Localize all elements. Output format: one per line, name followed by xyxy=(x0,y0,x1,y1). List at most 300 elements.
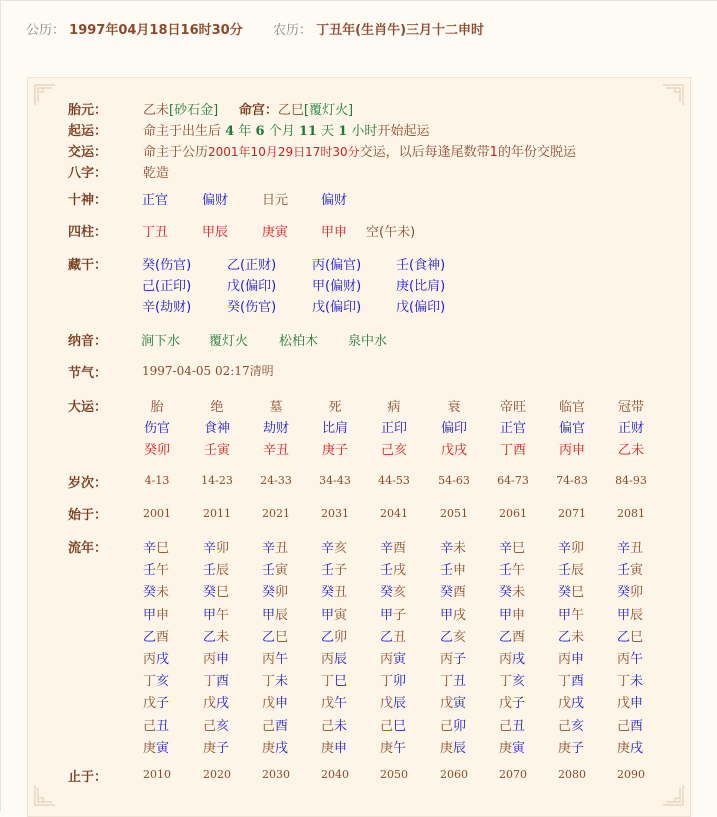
liunian-cell xyxy=(617,670,643,689)
liunian-branch: 申 xyxy=(216,652,230,667)
pillar-month: 甲辰 xyxy=(202,225,229,240)
liunian-cell xyxy=(262,737,288,756)
suici-item: 24-33 xyxy=(260,474,292,487)
corner-ornament-icon xyxy=(662,84,684,106)
taiyuan-label: 胎元： xyxy=(68,103,108,118)
liunian-branch: 巳 xyxy=(334,674,348,690)
canggan-item: 癸(伤官) xyxy=(142,258,192,273)
liunian-stem: 丁 xyxy=(203,674,217,690)
dayun-shishen: 偏印 xyxy=(440,421,467,436)
liunian-stem: 庚 xyxy=(262,740,276,756)
liunian-branch: 午 xyxy=(334,696,348,712)
liunian-branch: 亥 xyxy=(393,585,407,601)
liunian-branch: 巳 xyxy=(393,718,407,734)
liunian-cell xyxy=(499,626,525,645)
liunian-cell xyxy=(143,692,169,711)
liunian-cell xyxy=(203,626,229,645)
liunian-stem: 丙 xyxy=(143,652,157,667)
liunian-stem: 乙 xyxy=(143,629,157,645)
dayun-shishen: 劫财 xyxy=(262,421,289,436)
dayun-ganzhi: 辛丑 xyxy=(262,443,289,458)
liunian-branch: 亥 xyxy=(453,629,467,645)
liunian-branch: 亥 xyxy=(216,718,230,734)
liunian-stem: 辛 xyxy=(262,541,276,556)
liunian-cell xyxy=(440,737,466,756)
liunian-cell xyxy=(440,604,466,623)
canggan-item: 壬(食神) xyxy=(396,258,446,273)
liunian-branch: 寅 xyxy=(156,740,170,756)
liunian-branch: 卯 xyxy=(216,541,230,556)
dayun-changsheng: 死 xyxy=(328,400,342,415)
liunian-cell xyxy=(262,648,288,667)
liunian-cell xyxy=(440,537,466,556)
liunian-cell xyxy=(321,737,347,756)
dayun-changsheng: 绝 xyxy=(210,400,224,415)
liunian-stem: 庚 xyxy=(440,740,454,756)
liunian-branch: 辰 xyxy=(275,607,289,623)
liunian-branch: 戌 xyxy=(216,696,230,712)
suici-item: 74-83 xyxy=(556,474,588,487)
jiaoyun-suffix: 的年份交脱运 xyxy=(497,145,576,160)
liunian-stem: 庚 xyxy=(499,740,513,756)
shiyu-start-year: 2011 xyxy=(203,507,231,520)
shishen-item: 正官 xyxy=(142,193,169,208)
liunian-cell xyxy=(203,648,229,667)
taiyuan-row xyxy=(143,99,353,118)
liunian-stem: 庚 xyxy=(203,740,217,756)
liunian-cell xyxy=(440,670,466,689)
liunian-cell xyxy=(440,559,466,578)
liunian-branch: 戌 xyxy=(571,696,585,712)
liunian-stem: 辛 xyxy=(558,541,572,556)
dayun-ganzhi: 丙申 xyxy=(558,443,585,458)
liunian-stem: 庚 xyxy=(380,740,394,756)
liunian-cell xyxy=(321,626,347,645)
liunian-cell xyxy=(380,670,406,689)
liunian-stem: 辛 xyxy=(203,541,217,556)
liunian-branch: 戌 xyxy=(453,607,467,623)
jiaoyun-prefix: 命主于公历 xyxy=(143,145,209,160)
minggong-nayin: [覆灯火] xyxy=(303,103,354,118)
liunian-branch: 丑 xyxy=(630,541,644,556)
suici-item: 14-23 xyxy=(201,474,233,487)
liunian-stem: 丁 xyxy=(558,674,572,690)
qiyun-days: 11 xyxy=(298,124,317,139)
liunian-cell xyxy=(499,670,525,689)
dayun-changsheng: 墓 xyxy=(269,400,283,415)
shishen-item: 日元 xyxy=(262,193,289,208)
liunian-stem: 戊 xyxy=(203,696,217,712)
liunian-branch: 酉 xyxy=(275,718,289,734)
liunian-branch: 戌 xyxy=(393,563,407,579)
liunian-branch: 酉 xyxy=(512,629,526,645)
suici-item: 64-73 xyxy=(497,474,529,487)
liunian-branch: 子 xyxy=(571,740,585,756)
jieqi-value: 1997-04-05 02:17清明 xyxy=(142,364,274,378)
dayun-shishen: 正印 xyxy=(380,421,407,436)
liunian-cell xyxy=(321,670,347,689)
liunian-stem: 乙 xyxy=(262,629,276,645)
liunian-branch: 申 xyxy=(334,740,348,756)
liunian-branch: 寅 xyxy=(512,740,526,756)
liunian-branch: 卯 xyxy=(571,541,585,556)
qiyun-suffix: 开始起运 xyxy=(377,124,430,139)
dayun-changsheng: 冠带 xyxy=(617,400,644,415)
liunian-stem: 庚 xyxy=(617,740,631,756)
liunian-stem: 庚 xyxy=(321,740,335,756)
zhiyu-end-year: 2070 xyxy=(499,768,527,781)
liunian-stem: 壬 xyxy=(203,563,217,579)
liunian-stem: 辛 xyxy=(499,541,513,556)
jiaoyun-date: 2001年10月29日17时30分 xyxy=(208,145,360,159)
canggan-item: 己(正印) xyxy=(142,279,192,294)
liunian-branch: 寅 xyxy=(630,563,644,579)
dayun-changsheng: 衰 xyxy=(447,400,461,415)
dayun-changsheng: 病 xyxy=(387,400,401,415)
liunian-stem: 戊 xyxy=(499,696,513,712)
date-header xyxy=(26,19,484,38)
liunian-cell xyxy=(203,670,229,689)
dayun-ganzhi: 己亥 xyxy=(380,443,407,458)
liunian-cell xyxy=(440,581,466,600)
liunian-stem: 壬 xyxy=(143,563,157,579)
qiyun-text xyxy=(143,120,429,139)
pillar-day: 庚寅 xyxy=(262,225,289,240)
liunian-cell xyxy=(440,715,466,734)
liunian-label: 流年： xyxy=(68,541,108,556)
canggan-item: 戊(偏印) xyxy=(312,300,362,315)
liunian-cell xyxy=(321,692,347,711)
liunian-cell xyxy=(499,604,525,623)
liunian-stem: 辛 xyxy=(143,541,157,556)
liunian-stem: 乙 xyxy=(558,629,572,645)
qiyun-hours-unit: 小时 xyxy=(351,124,378,139)
taiyuan-nayin: [砂石金] xyxy=(169,103,219,118)
qiyun-days-unit: 天 xyxy=(321,124,335,139)
liunian-stem: 壬 xyxy=(558,563,572,579)
liunian-branch: 酉 xyxy=(393,541,407,556)
minggong-label: 命宫： xyxy=(238,103,278,118)
nayin-item: 泉中水 xyxy=(348,334,388,349)
liunian-branch: 寅 xyxy=(334,607,348,623)
qiyun-years: 4 xyxy=(225,124,235,139)
canggan-item: 戊(偏印) xyxy=(396,300,446,315)
nayin-item: 松柏木 xyxy=(279,334,319,349)
liunian-cell xyxy=(617,648,643,667)
liunian-cell xyxy=(558,715,584,734)
liunian-branch: 未 xyxy=(571,629,585,645)
liunian-branch: 酉 xyxy=(156,629,170,645)
canggan-item: 甲(偏财) xyxy=(312,279,362,294)
liunian-stem: 丁 xyxy=(617,674,631,690)
liunian-cell xyxy=(321,559,347,578)
liunian-stem: 壬 xyxy=(440,563,454,579)
liunian-cell xyxy=(558,737,584,756)
liunian-stem: 己 xyxy=(440,718,454,734)
liunian-cell xyxy=(143,626,169,645)
shiyu-start-year: 2001 xyxy=(143,507,171,520)
liunian-stem: 丙 xyxy=(380,652,394,667)
liunian-cell xyxy=(203,581,229,600)
liunian-cell xyxy=(380,581,406,600)
liunian-stem: 癸 xyxy=(499,585,513,601)
sizhu-label: 四柱： xyxy=(68,225,108,240)
liunian-branch: 辰 xyxy=(216,563,230,579)
liunian-branch: 未 xyxy=(156,585,170,601)
dayun-changsheng: 胎 xyxy=(150,400,164,415)
jiaoyun-text xyxy=(143,141,576,160)
liunian-cell xyxy=(499,581,525,600)
liunian-cell xyxy=(321,581,347,600)
qiyun-label: 起运： xyxy=(68,124,108,139)
dayun-ganzhi: 丁酉 xyxy=(499,443,526,458)
liunian-stem: 癸 xyxy=(203,585,217,601)
liunian-stem: 戊 xyxy=(558,696,572,712)
liunian-cell xyxy=(262,559,288,578)
liunian-stem: 己 xyxy=(321,718,335,734)
liunian-branch: 午 xyxy=(216,607,230,623)
liunian-branch: 丑 xyxy=(512,718,526,734)
bazi-label: 八字： xyxy=(68,166,108,181)
bazi-panel xyxy=(27,77,691,817)
liunian-cell xyxy=(321,537,347,556)
liunian-stem: 丙 xyxy=(499,652,513,667)
bazi-value: 乾造 xyxy=(143,166,170,181)
canggan-item: 庚(比肩) xyxy=(396,279,446,294)
zhiyu-end-year: 2040 xyxy=(321,768,349,781)
liunian-cell xyxy=(262,626,288,645)
liunian-stem: 戊 xyxy=(380,696,394,712)
liunian-branch: 酉 xyxy=(453,585,467,601)
liunian-branch: 申 xyxy=(453,563,467,579)
canggan-item: 丙(偏官) xyxy=(312,258,362,273)
liunian-branch: 酉 xyxy=(216,674,230,690)
liunian-cell xyxy=(321,604,347,623)
dayun-ganzhi: 癸卯 xyxy=(143,443,170,458)
liunian-stem: 癸 xyxy=(321,585,335,601)
liunian-stem: 己 xyxy=(143,718,157,734)
liunian-branch: 午 xyxy=(512,563,526,579)
liunian-stem: 壬 xyxy=(380,563,394,579)
liunian-cell xyxy=(203,537,229,556)
jiaoyun-mid: 交运，以后每逢尾数带 xyxy=(359,145,490,160)
zhiyu-end-year: 2010 xyxy=(143,768,171,781)
shiyu-start-year: 2071 xyxy=(558,507,586,520)
liunian-stem: 甲 xyxy=(440,607,454,623)
dayun-label: 大运： xyxy=(68,400,108,415)
liunian-cell xyxy=(380,737,406,756)
liunian-cell xyxy=(380,626,406,645)
liunian-cell xyxy=(558,670,584,689)
liunian-branch: 卯 xyxy=(334,629,348,645)
zhiyu-end-year: 2050 xyxy=(380,768,408,781)
suici-item: 44-53 xyxy=(378,474,410,487)
liunian-stem: 戊 xyxy=(143,696,157,712)
liunian-stem: 丙 xyxy=(203,652,217,667)
liunian-branch: 辰 xyxy=(393,696,407,712)
liunian-cell xyxy=(380,648,406,667)
liunian-branch: 卯 xyxy=(393,674,407,690)
liunian-cell xyxy=(440,692,466,711)
dayun-ganzhi: 乙未 xyxy=(617,443,644,458)
shiyu-start-year: 2021 xyxy=(262,507,290,520)
liunian-cell xyxy=(380,715,406,734)
shiyu-start-year: 2081 xyxy=(617,507,645,520)
liunian-branch: 卯 xyxy=(275,585,289,601)
pillar-hour: 甲申 xyxy=(321,225,348,240)
liunian-stem: 丁 xyxy=(499,674,513,690)
zhiyu-end-year: 2080 xyxy=(558,768,586,781)
liunian-branch: 巳 xyxy=(275,629,289,645)
liunian-cell xyxy=(617,537,643,556)
liunian-stem: 戊 xyxy=(321,696,335,712)
liunian-cell xyxy=(380,692,406,711)
liunian-branch: 寅 xyxy=(393,652,407,667)
liunian-branch: 酉 xyxy=(630,718,644,734)
liunian-cell xyxy=(143,648,169,667)
liunian-stem: 乙 xyxy=(499,629,513,645)
liunian-branch: 丑 xyxy=(393,629,407,645)
liunian-stem: 壬 xyxy=(617,563,631,579)
liunian-cell xyxy=(321,715,347,734)
liunian-branch: 辰 xyxy=(453,740,467,756)
liunian-cell xyxy=(499,737,525,756)
liunian-stem: 乙 xyxy=(203,629,217,645)
liunian-cell xyxy=(262,537,288,556)
dayun-shishen: 偏官 xyxy=(558,421,585,436)
liunian-branch: 辰 xyxy=(571,563,585,579)
nayin-item: 涧下水 xyxy=(141,334,181,349)
jiaoyun-label: 交运： xyxy=(68,145,108,160)
liunian-cell xyxy=(558,559,584,578)
liunian-stem: 壬 xyxy=(262,563,276,579)
liunian-cell xyxy=(143,737,169,756)
qiyun-prefix: 命主于出生后 xyxy=(143,124,222,139)
liunian-cell xyxy=(203,692,229,711)
liunian-branch: 巳 xyxy=(630,629,644,645)
liunian-cell xyxy=(558,648,584,667)
liunian-branch: 未 xyxy=(216,629,230,645)
dayun-shishen: 正官 xyxy=(499,421,526,436)
zhiyu-end-year: 2020 xyxy=(203,768,231,781)
liunian-stem: 戊 xyxy=(617,696,631,712)
liunian-stem: 癸 xyxy=(262,585,276,601)
suici-item: 34-43 xyxy=(319,474,351,487)
liunian-stem: 丁 xyxy=(262,674,276,690)
suici-item: 54-63 xyxy=(438,474,470,487)
liunian-cell xyxy=(262,581,288,600)
liunian-stem: 丙 xyxy=(440,652,454,667)
liunian-branch: 寅 xyxy=(453,696,467,712)
liunian-cell xyxy=(617,737,643,756)
liunian-branch: 亥 xyxy=(571,718,585,734)
liunian-stem: 己 xyxy=(203,718,217,734)
liunian-stem: 丙 xyxy=(558,652,572,667)
liunian-branch: 子 xyxy=(453,652,467,667)
liunian-cell xyxy=(143,670,169,689)
liunian-stem: 癸 xyxy=(440,585,454,601)
liunian-stem: 甲 xyxy=(321,607,335,623)
liunian-stem: 己 xyxy=(558,718,572,734)
liunian-branch: 子 xyxy=(216,740,230,756)
jiaoyun-digit: 1 xyxy=(489,145,498,160)
liunian-branch: 寅 xyxy=(275,563,289,579)
zhiyu-end-year: 2060 xyxy=(440,768,468,781)
suici-item: 84-93 xyxy=(615,474,647,487)
liunian-cell xyxy=(143,537,169,556)
liunian-branch: 丑 xyxy=(156,718,170,734)
shishen-item: 偏财 xyxy=(202,193,229,208)
nayin-item: 覆灯火 xyxy=(209,334,249,349)
liunian-cell xyxy=(203,715,229,734)
zhiyu-end-year: 2030 xyxy=(262,768,290,781)
gregorian-label: 公历： xyxy=(26,23,66,38)
liunian-cell xyxy=(499,715,525,734)
dayun-shishen: 食神 xyxy=(203,421,230,436)
liunian-cell xyxy=(203,559,229,578)
liunian-cell xyxy=(499,648,525,667)
liunian-branch: 午 xyxy=(393,740,407,756)
liunian-branch: 辰 xyxy=(630,607,644,623)
liunian-stem: 丁 xyxy=(143,674,157,690)
dayun-ganzhi: 戊戌 xyxy=(440,443,467,458)
liunian-stem: 丙 xyxy=(262,652,276,667)
shishen-item: 偏财 xyxy=(321,193,348,208)
minggong-value: 乙巳 xyxy=(277,103,304,118)
liunian-stem: 己 xyxy=(499,718,513,734)
liunian-cell xyxy=(143,715,169,734)
liunian-branch: 戌 xyxy=(630,740,644,756)
shiyu-start-year: 2061 xyxy=(499,507,527,520)
kongwang: 空(午未) xyxy=(366,225,416,240)
liunian-branch: 酉 xyxy=(571,674,585,690)
liunian-branch: 未 xyxy=(275,674,289,690)
liunian-stem: 辛 xyxy=(440,541,454,556)
liunian-stem: 甲 xyxy=(262,607,276,623)
liunian-stem: 庚 xyxy=(558,740,572,756)
liunian-branch: 申 xyxy=(630,696,644,712)
pillar-year: 丁丑 xyxy=(142,225,169,240)
liunian-stem: 癸 xyxy=(143,585,157,601)
liunian-stem: 辛 xyxy=(617,541,631,556)
liunian-branch: 巳 xyxy=(216,585,230,601)
suici-item: 4-13 xyxy=(144,474,170,487)
liunian-cell xyxy=(617,559,643,578)
liunian-branch: 申 xyxy=(571,652,585,667)
liunian-branch: 卯 xyxy=(630,585,644,601)
liunian-branch: 戌 xyxy=(512,652,526,667)
jieqi-label: 节气： xyxy=(68,366,108,381)
liunian-cell xyxy=(380,559,406,578)
liunian-branch: 亥 xyxy=(156,674,170,690)
liunian-branch: 丑 xyxy=(453,674,467,690)
shiyu-start-year: 2041 xyxy=(380,507,408,520)
shishen-label: 十神： xyxy=(68,193,108,208)
liunian-cell xyxy=(617,626,643,645)
liunian-cell xyxy=(203,737,229,756)
liunian-cell xyxy=(558,604,584,623)
dayun-shishen: 伤官 xyxy=(143,421,170,436)
canggan-item: 辛(劫财) xyxy=(142,300,192,315)
liunian-cell xyxy=(617,715,643,734)
gregorian-date: 1997年04月18日16时30分 xyxy=(69,23,243,38)
qiyun-months-unit: 个月 xyxy=(268,124,295,139)
taiyuan-value: 乙未 xyxy=(143,103,170,118)
liunian-cell xyxy=(262,715,288,734)
dayun-shishen: 比肩 xyxy=(321,421,348,436)
liunian-branch: 辰 xyxy=(334,652,348,667)
liunian-cell xyxy=(380,604,406,623)
